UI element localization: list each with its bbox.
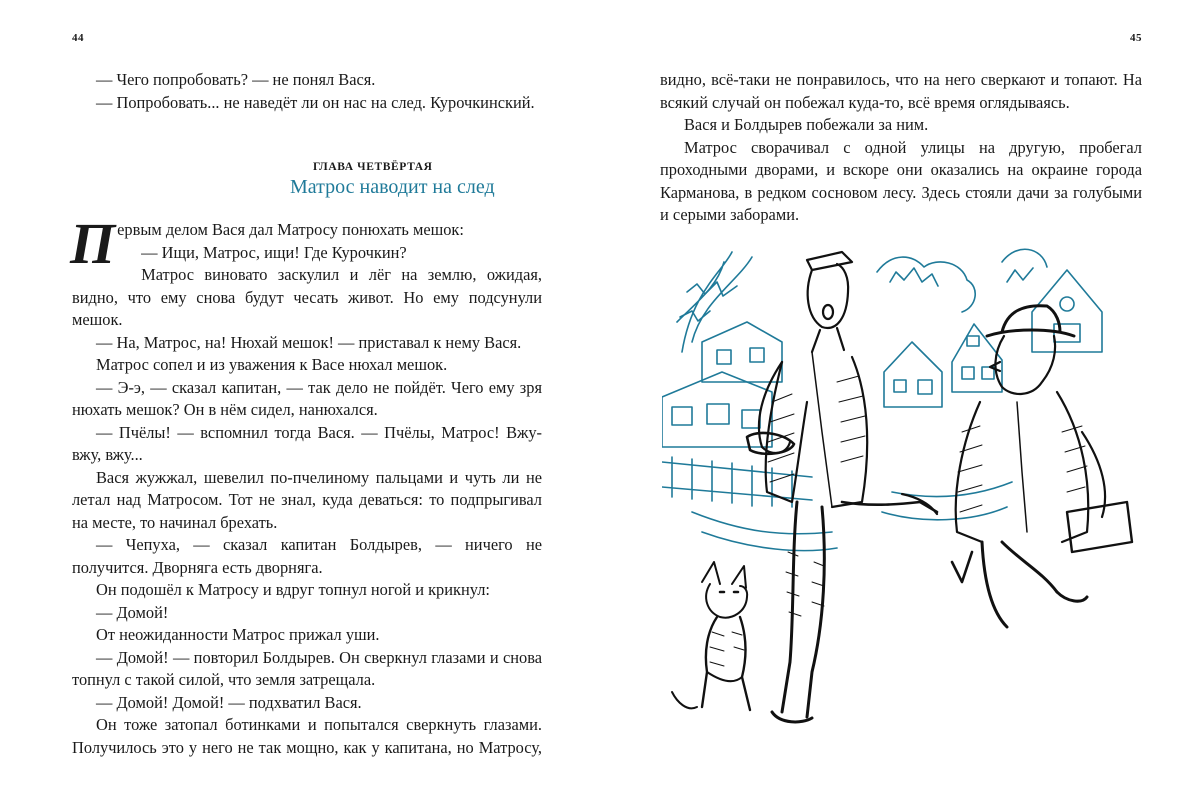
right-text <box>660 69 1142 227</box>
continuation-paragraph: видно, всё-таки не понравилось, что на него сверкают и топают. На всякий случай он побежал куда-то, всё время оглядываясь. <box>660 70 1142 112</box>
paragraph: — Э-э, — сказал капитан, — так дело не пойдёт. Чего ему зря нюхать мешок? Он в нём сидел, нанюхался. <box>72 377 542 419</box>
paragraph: Матрос сворачивал с одной улицы на другую, пробегал проходными дворами, и вскоре они оказались на окраине города Карманова, в редком сосновом лесу. Здесь стояли дачи за голубыми и серыми заборами. <box>660 137 1142 224</box>
dog-figure <box>672 562 750 710</box>
page-number-right: 45 <box>1130 32 1142 44</box>
paragraph: — Пчёлы! — вспомнил тогда Вася. — Пчёлы, Матрос! Вжу-вжу, вжу... <box>72 422 542 464</box>
chapter-title: Матрос наводит на след <box>290 176 495 198</box>
paragraph: — Попробовать... не наведёт ли он нас на след. Курочкинский. <box>96 92 535 112</box>
paragraph: — Чего попробовать? — не понял Вася. <box>96 70 376 89</box>
first-paragraph-text: ервым делом Вася дал Матросу понюхать мешок: <box>117 220 464 239</box>
tall-man-figure <box>747 252 937 722</box>
hat-man-figure <box>952 306 1132 627</box>
page-number-left: 44 <box>72 32 84 44</box>
left-top-text <box>72 69 542 114</box>
paragraph: Матрос виновато заскулил и лёг на землю, ожидая, видно, что ему снова будут чесать живот. Но ему подсунули мешок. <box>72 265 542 329</box>
left-body-text <box>70 211 542 759</box>
paragraph: Он тоже затопал ботинками и попытался сверкнуть глазами. Получилось это у него не так мощно, как у капитана, но Матросу, <box>72 715 542 757</box>
paragraph: От неожиданности Матрос прижал уши. <box>96 625 380 644</box>
illustration <box>662 232 1142 747</box>
paragraph: — На, Матрос, на! Нюхай мешок! — приставал к нему Вася. <box>96 332 522 352</box>
paragraph: Матрос сопел и из уважения к Васе нюхал мешок. <box>96 355 448 374</box>
paragraph: — Домой! Домой! — подхватил Вася. <box>96 692 362 712</box>
ink-sketch-illustration <box>662 232 1142 747</box>
paragraph: Вася и Болдырев побежали за ним. <box>684 115 929 134</box>
figures <box>672 252 1132 722</box>
paragraph: Вася жужжал, шевелил по-пчелиному пальцами и чуть ли не летал над Матросом. Тот не знал, куда деваться: то подпрыгивал на месте, то начинал брехать. <box>72 467 542 532</box>
paragraph: Он подошёл к Матросу и вдруг топнул ногой и крикнул: <box>96 580 490 599</box>
chapter-label: ГЛАВА ЧЕТВЁРТАЯ <box>313 161 433 173</box>
paragraph: — Домой! <box>96 602 169 622</box>
paragraph: — Чепуха, — сказал капитан Болдырев, — ничего не получится. Дворняга есть дворняга. <box>72 535 542 577</box>
right-page <box>600 0 1200 812</box>
paragraph: — Ищи, Матрос, ищи! Где Курочкин? <box>141 242 407 262</box>
paragraph: — Домой! — повторил Болдырев. Он сверкнул глазами и снова топнул с такой силой, что земля затрещала. <box>72 647 542 689</box>
drop-cap: П <box>70 211 116 276</box>
